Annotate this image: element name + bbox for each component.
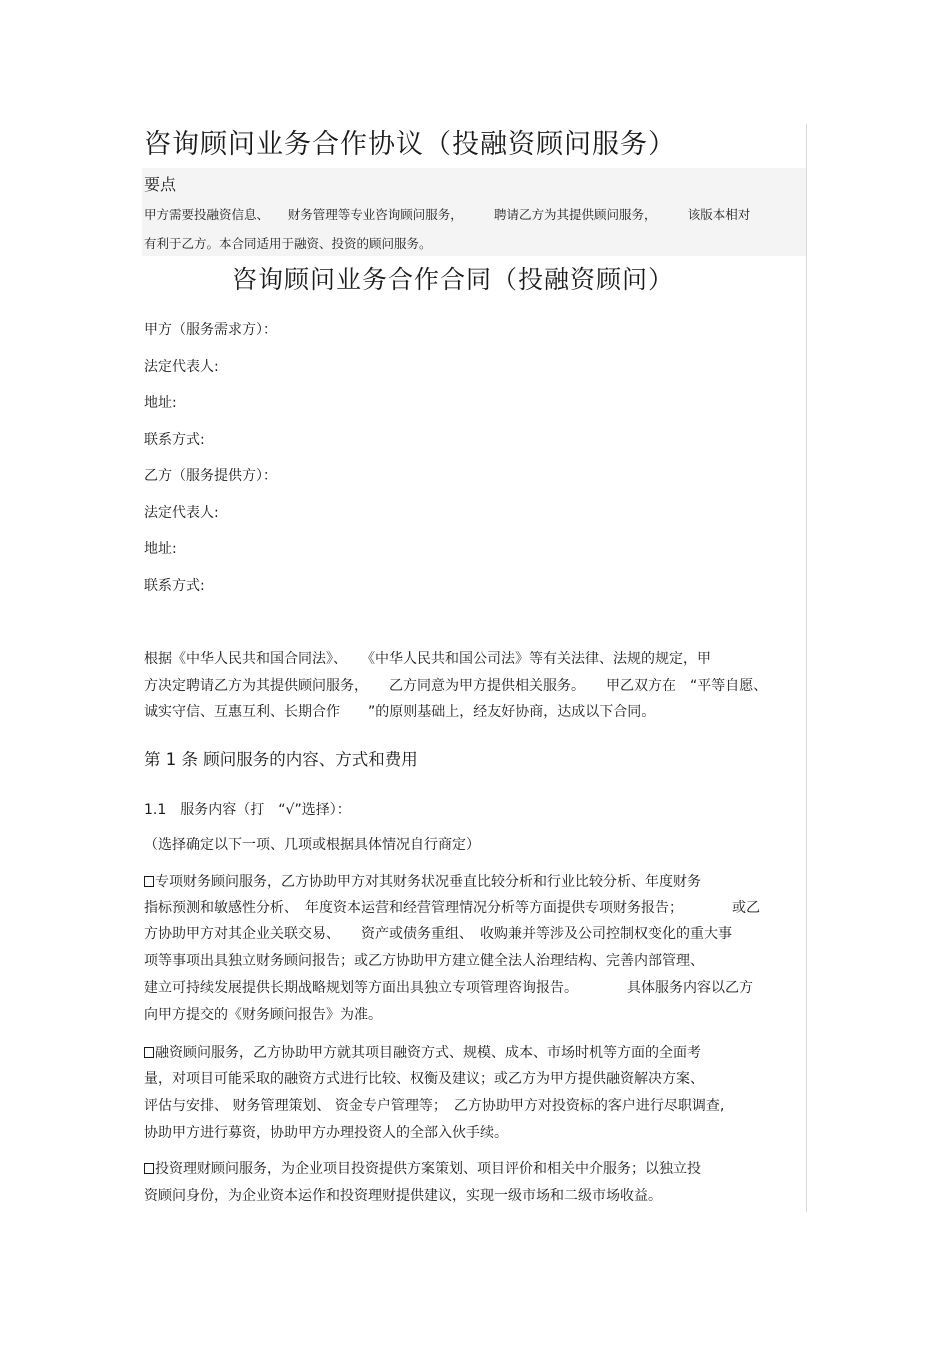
option-line: 项等事项出具独立财务顾问报告；或乙方协助甲方建立健全法人治理结构、完善内部管理、 <box>144 953 704 969</box>
summary-line: 甲方需要投融资信息、 财务管理等专业咨询顾问服务， 聘请乙方为其提供顾问服务， 该版本相对 <box>144 207 751 222</box>
option-line <box>144 1042 701 1062</box>
party-a-representative-label: 法定代表人: <box>144 359 219 375</box>
party-b-address-label: 地址: <box>144 541 177 557</box>
option-line: 方协助甲方对其企业关联交易、 资产或债务重组、 收购兼并等涉及公司控制权变化的重大事 <box>144 926 732 942</box>
section-heading: 第 1 条 顾问服务的内容、方式和费用 <box>144 750 418 769</box>
party-b-representative-label: 法定代表人: <box>144 505 219 521</box>
clause-heading: 1.1 服务内容（打 “√”选择）： <box>144 802 351 818</box>
option-line: 建立可持续发展提供长期战略规划等方面出具独立专项管理咨询报告。 具体服务内容以乙方 <box>144 980 753 996</box>
party-b-label: 乙方（服务提供方）： <box>144 468 277 484</box>
option-line: 指标预测和敏感性分析、 年度资本运营和经营管理情况分析等方面提供专项财务报告； 或乙 <box>144 900 760 916</box>
option-text: 专项财务顾问服务，乙方协助甲方对其财务状况垂直比较分析和行业比较分析、年度财务 <box>155 874 701 890</box>
preamble-line: 诚实守信、互惠互利、长期合作 ”的原则基础上，经友好协商，达成以下合同。 <box>144 704 656 720</box>
preamble-line: 方决定聘请乙方为其提供顾问服务， 乙方同意为甲方提供相关服务。 甲乙双方在 “平等自愿、 <box>144 678 768 694</box>
option-line: 协助甲方进行募资，协助甲方办理投资人的全部入伙手续。 <box>144 1125 508 1141</box>
party-b-contact-label: 联系方式: <box>144 578 205 594</box>
option-text: 融资顾问服务，乙方协助甲方就其项目融资方式、规模、成本、市场时机等方面的全面考 <box>155 1045 701 1061</box>
option-text: 投资理财顾问服务，为企业项目投资提供方案策划、项目评价和相关中介服务；以独立投 <box>155 1161 701 1177</box>
summary-heading: 要点 <box>144 175 177 194</box>
party-a-contact-label: 联系方式: <box>144 432 205 448</box>
option-line: 资顾问身份，为企业资本运作和投资理财提供建议，实现一级市场和二级市场收益。 <box>144 1188 662 1204</box>
option-line: 向甲方提交的《财务顾问报告》为准。 <box>144 1007 382 1023</box>
checkbox-financial-advisory[interactable] <box>144 876 154 887</box>
party-a-label: 甲方（服务需求方）： <box>144 322 277 338</box>
document-title: 咨询顾问业务合作协议（投融资顾问服务） <box>144 129 676 160</box>
party-a-address-label: 地址: <box>144 395 177 411</box>
option-line <box>144 1158 701 1178</box>
checkbox-financing-advisory[interactable] <box>144 1047 154 1058</box>
checkbox-investment-advisory[interactable] <box>144 1163 154 1174</box>
clause-note: （选择确定以下一项、几项或根据具体情况自行商定） <box>144 837 480 853</box>
option-line: 评估与安排、 财务管理策划、 资金专户管理等； 乙方协助甲方对投资标的客户进行尽职调查, <box>144 1098 725 1114</box>
page-right-rule <box>806 124 807 1212</box>
option-line: 量，对项目可能采取的融资方式进行比较、权衡及建议；或乙方为甲方提供融资解决方案、 <box>144 1071 704 1087</box>
contract-title: 咨询顾问业务合作合同（投融资顾问） <box>232 265 675 294</box>
summary-line: 有利于乙方。本合同适用于融资、投资的顾问服务。 <box>144 236 432 251</box>
option-line <box>144 871 701 891</box>
preamble-line: 根据《中华人民共和国合同法》、 《中华人民共和国公司法》等有关法律、法规的规定，甲 <box>144 651 711 667</box>
